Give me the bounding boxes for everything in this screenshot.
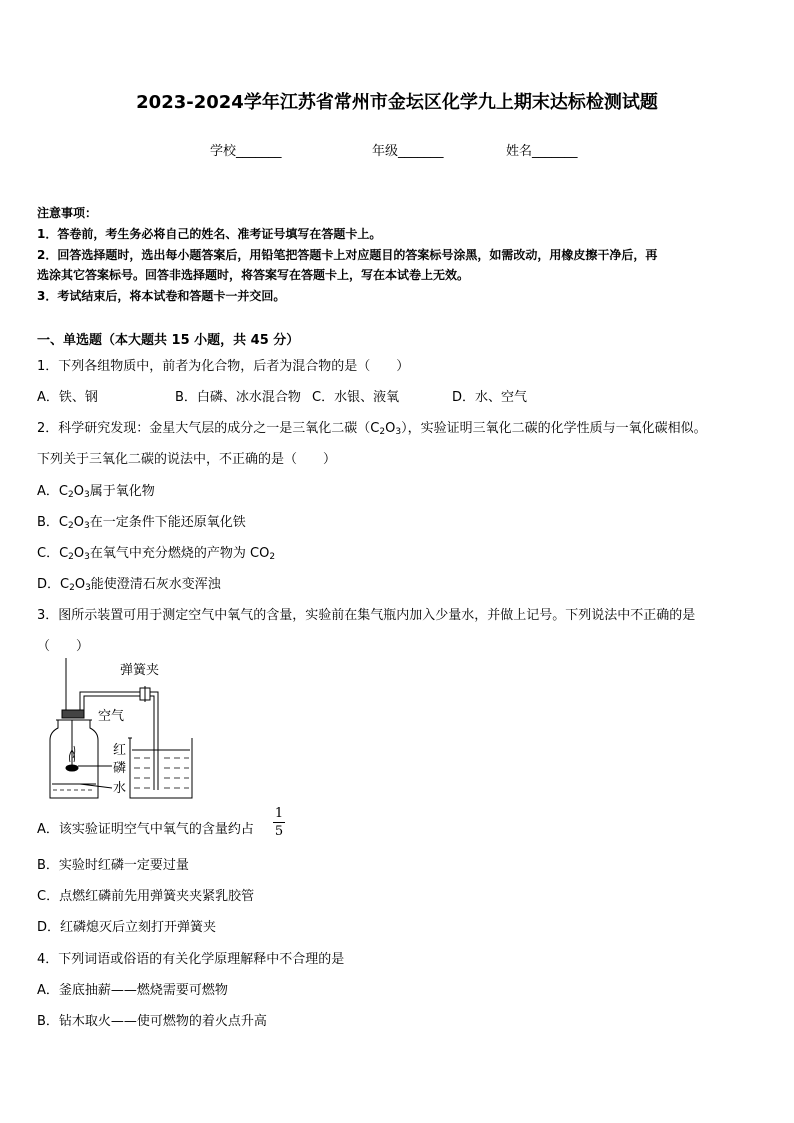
q4-option-a: A．釜底抽薪——燃烧需要可燃物	[37, 983, 228, 998]
fraction-numerator: 1	[274, 806, 284, 821]
o-letter: O	[74, 577, 86, 592]
q1-option-d: D．水、空气	[452, 390, 528, 405]
q2-c-label: C．C	[37, 546, 69, 561]
q1-stem: 1．下列各组物质中，前者为化合物，后者为混合物的是（ ）	[37, 359, 410, 374]
fraction-one-fifth	[273, 806, 285, 839]
q1-option-c: C．水银、液氧	[312, 390, 400, 405]
q4-option-b: B．钻木取火——使可燃物的着火点升高	[37, 1014, 267, 1029]
o-letter: O	[73, 515, 84, 530]
fraction-denominator: 5	[274, 824, 284, 839]
q2-option-b	[37, 511, 246, 530]
name-field: 姓名_______	[506, 144, 578, 159]
q2-d-label: D．C	[37, 577, 70, 592]
q2-stem-line1	[37, 417, 707, 436]
sub-2: 2	[269, 552, 276, 562]
school-field: 学校_______	[210, 144, 282, 159]
label-air: 空气	[98, 709, 125, 724]
q2-option-d	[37, 573, 221, 592]
notice-item-2: 2．回答选择题时，选出每小题答案后，用铅笔把答题卡上对应题目的答案标号涂黑，如需改动，用橡皮擦干净后，再	[37, 248, 658, 262]
notice-heading: 注意事项：	[37, 206, 98, 220]
sub-3: 3	[83, 490, 90, 500]
q2-a-label: A．C	[37, 484, 68, 499]
page-title: 2023-2024学年江苏省常州市金坛区化学九上期末达标检测试题	[136, 92, 658, 113]
q2-sub2: 2	[379, 427, 386, 437]
sub-2: 2	[68, 521, 74, 531]
q1-option-a: A．铁、钢	[37, 390, 98, 405]
q3-option-c: C．点燃红磷前先用弹簧夹夹紧乳胶管	[37, 889, 255, 904]
sub-2: 2	[67, 490, 74, 500]
sub-3: 3	[85, 583, 91, 593]
q3-option-b: B．实验时红磷一定要过量	[37, 858, 189, 873]
q2-d-text: 能使澄清石灰水变浑浊	[90, 577, 221, 592]
q2-stem-o: O	[385, 421, 396, 436]
q2-stem-pre: 2．科学研究发现：金星大气层的成分之一是三氧化二碳（C	[37, 421, 380, 436]
q2-option-c	[37, 542, 275, 561]
fraction-bar	[273, 822, 285, 823]
sub-3: 3	[84, 552, 90, 562]
sub-3: 3	[83, 521, 90, 531]
sub-2: 2	[68, 552, 74, 562]
q2-b-label: B．C	[37, 515, 68, 530]
q4-stem: 4．下列词语或俗语的有关化学原理解释中不合理的是	[37, 952, 345, 967]
label-clamp: 弹簧夹	[120, 663, 160, 678]
q2-b-text: 在一定条件下能还原氧化铁	[89, 515, 246, 530]
notice-item-2-cont: 选涂其它答案标号。回答非选择题时，将答案写在答题卡上，写在本试卷上无效。	[37, 268, 470, 282]
q3-stem-line1: 3．图所示装置可用于测定空气中氧气的含量，实验前在集气瓶内加入少量水，并做上记号。下列说法中不正确的是	[37, 608, 696, 623]
q1-option-b: B．白磷、冰水混合物	[175, 390, 301, 405]
label-water: 水	[113, 781, 127, 796]
q2-stem-post: ），实验证明三氧化二碳的化学性质与一氧化碳相似。	[401, 421, 707, 436]
oxygen-experiment-apparatus	[40, 658, 200, 806]
section-heading: 一、单选题（本大题共 15 小题，共 45 分）	[37, 333, 300, 348]
label-red: 红	[113, 743, 127, 758]
q3-stem-line2: （ ）	[37, 639, 90, 654]
q2-stem-line2: 下列关于三氧化二碳的说法中，不正确的是（ ）	[37, 452, 337, 467]
o-letter: O	[73, 546, 85, 561]
q3-option-a: A．该实验证明空气中氧气的含量约占	[37, 822, 254, 837]
q2-sub3: 3	[395, 427, 402, 437]
q2-a-text: 属于氧化物	[89, 484, 155, 499]
q2-option-a	[37, 480, 155, 499]
notice-item-3: 3．考试结束后，将本试卷和答题卡一并交回。	[37, 289, 286, 303]
notice-item-1: 1．答卷前，考生务必将自己的姓名、准考证号填写在答题卡上。	[37, 227, 382, 241]
q2-c-text: 在氧气中充分燃烧的产物为 CO	[89, 546, 270, 561]
q3-option-d: D．红磷熄灭后立刻打开弹簧夹	[37, 920, 217, 935]
label-phosphorus: 磷	[113, 761, 127, 776]
grade-field: 年级_______	[372, 144, 444, 159]
sub-2: 2	[69, 583, 75, 593]
o-letter: O	[73, 484, 84, 499]
